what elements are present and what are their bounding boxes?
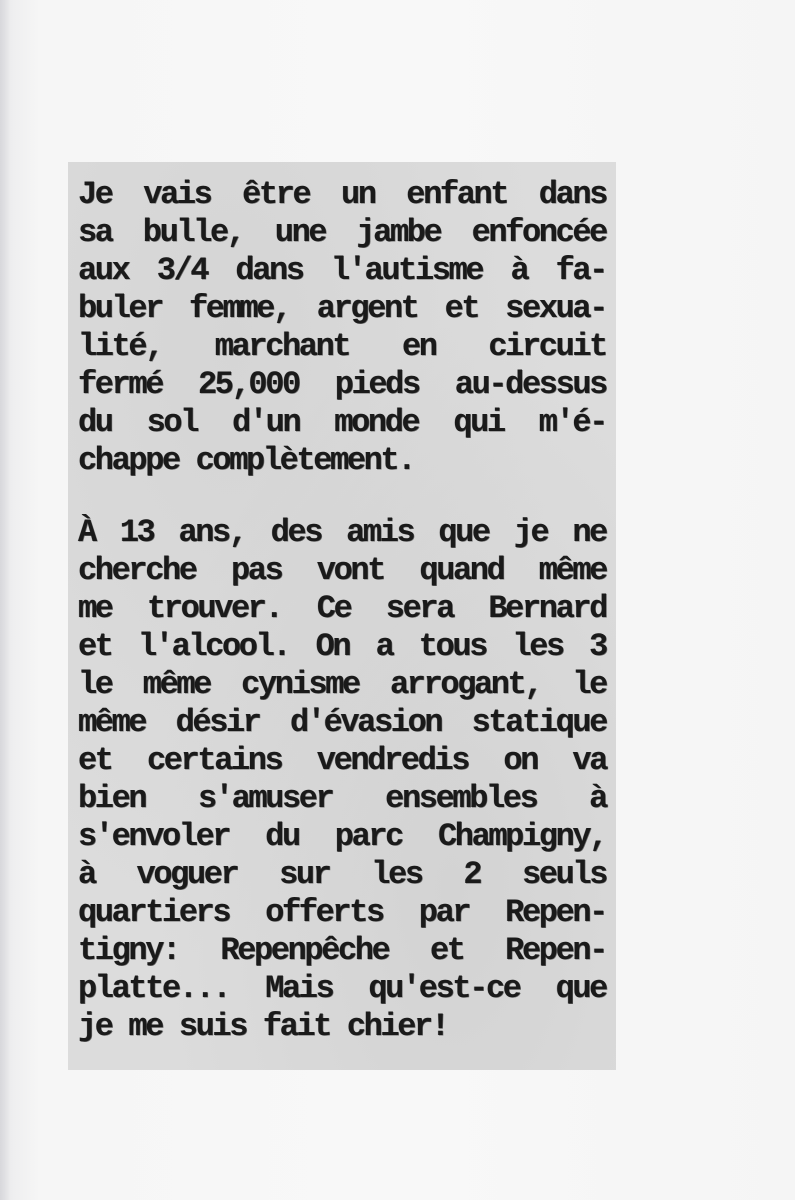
paragraph-1 <box>78 176 606 480</box>
text-line: et certains vendredis on va <box>78 742 606 779</box>
text-line: platte... Mais qu'est-ce que <box>78 970 606 1007</box>
text-line: cherche pas vont quand même <box>78 552 606 589</box>
text-line: bien s'amuser ensembles à <box>78 780 606 817</box>
text-line: tigny: Repenpêche et Repen- <box>78 932 606 969</box>
text-line: et l'alcool. On a tous les 3 <box>78 628 606 665</box>
text-line: me trouver. Ce sera Bernard <box>78 590 606 627</box>
text-line: je me suis fait chier! <box>78 1008 448 1045</box>
text-line: quartiers offerts par Repen- <box>78 894 606 931</box>
text-line: même désir d'évasion statique <box>78 704 606 741</box>
typewritten-paste-in <box>68 162 616 1070</box>
paragraph-2 <box>78 514 606 1046</box>
text-line: À 13 ans, des amis que je ne <box>78 514 606 551</box>
text-line: sa bulle, une jambe enfoncée <box>78 214 606 251</box>
text-line: le même cynisme arrogant, le <box>78 666 606 703</box>
text-line: à voguer sur les 2 seuls <box>78 856 606 893</box>
text-line: s'envoler du parc Champigny, <box>78 818 606 855</box>
text-line: lité, marchant en circuit <box>78 328 606 365</box>
text-line: aux 3/4 dans l'autisme à fa- <box>78 252 606 289</box>
text-line: du sol d'un monde qui m'é- <box>78 404 606 441</box>
text-line: fermé 25,000 pieds au-dessus <box>78 366 606 403</box>
text-line: buler femme, argent et sexua- <box>78 290 606 327</box>
text-line: chappe complètement. <box>78 442 415 479</box>
page-edge-shadow <box>0 0 10 1200</box>
text-line: Je vais être un enfant dans <box>78 176 606 213</box>
